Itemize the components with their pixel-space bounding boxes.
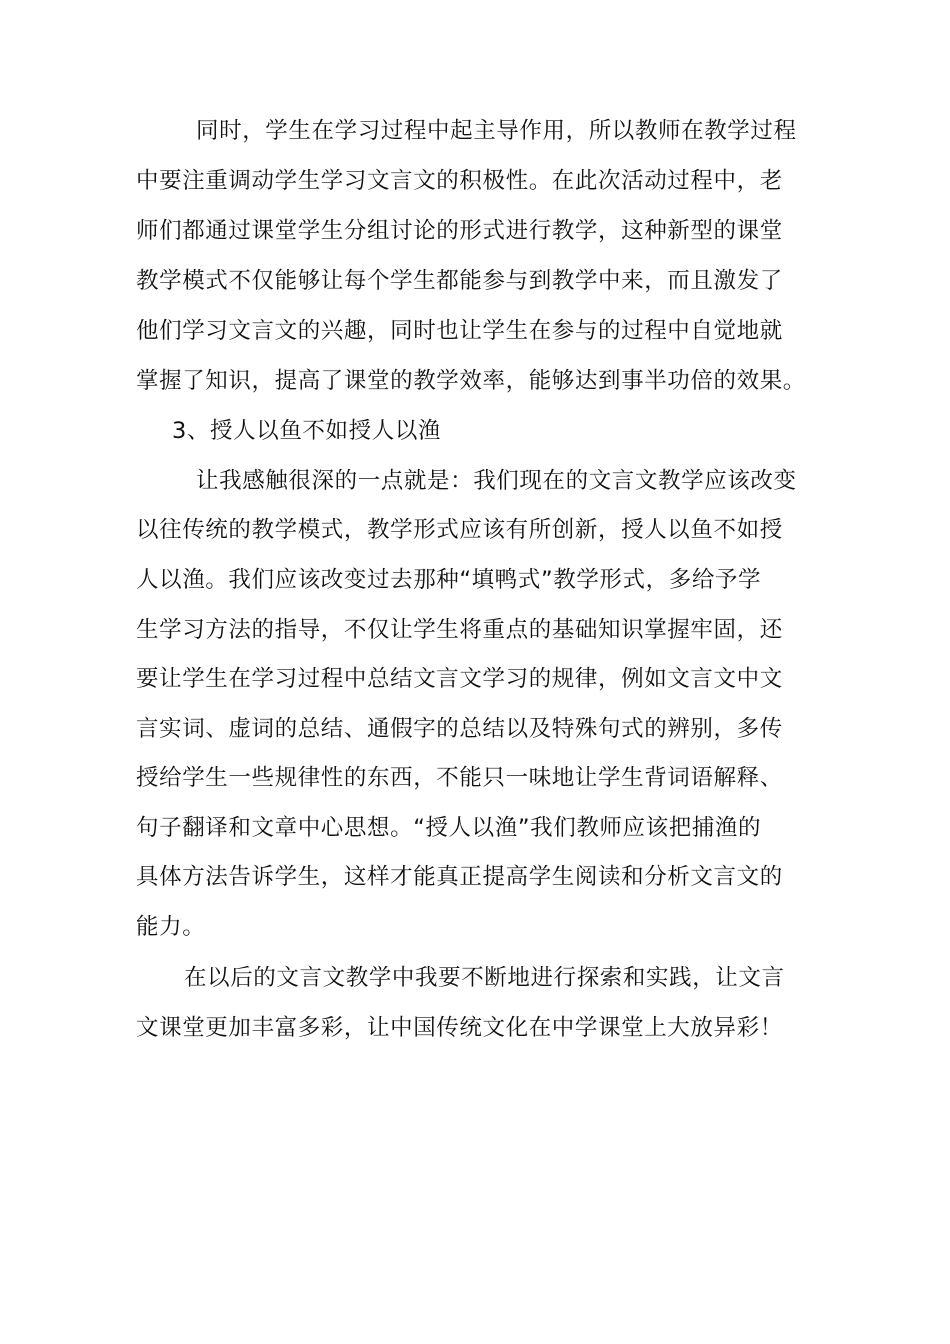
section-heading: 3、授人以鱼不如授人以渔 — [172, 418, 442, 444]
paragraph-line: 人以渔。我们应该改变过去那种“填鸭式”教学形式，多给予学 — [136, 567, 762, 593]
paragraph-line: 他们学习文言文的兴趣，同时也让学生在参与的过程中自觉地就 — [136, 318, 783, 344]
paragraph-line: 掌握了知识，提高了课堂的教学效率，能够达到事半功倍的效果。 — [136, 368, 806, 394]
paragraph-line: 能力。 — [136, 914, 206, 940]
paragraph-line: 在以后的文言文教学中我要不断地进行探索和实践，让文言 — [184, 965, 785, 991]
paragraph-line: 中要注重调动学生学习文言文的积极性。在此次活动过程中，老 — [136, 168, 783, 194]
paragraph-line: 让我感触很深的一点就是：我们现在的文言文教学应该改变 — [196, 468, 797, 494]
paragraph-line: 师们都通过课堂学生分组讨论的形式进行教学，这种新型的课堂 — [136, 218, 783, 244]
paragraph-line: 以往传统的教学模式，教学形式应该有所创新，授人以鱼不如授 — [136, 517, 783, 543]
paragraph-line: 要让学生在学习过程中总结文言文学习的规律，例如文言文中文 — [136, 666, 783, 692]
paragraph-line: 句子翻译和文章中心思想。“授人以渔”我们教师应该把捕渔的 — [136, 815, 762, 841]
paragraph-line: 具体方法告诉学生，这样才能真正提高学生阅读和分析文言文的 — [136, 864, 783, 890]
paragraph-line: 教学模式不仅能够让每个学生都能参与到教学中来，而且激发了 — [136, 268, 783, 294]
paragraph-line: 文课堂更加丰富多彩，让中国传统文化在中学课堂上大放异彩！ — [136, 1015, 783, 1041]
paragraph-line: 言实词、虚词的总结、通假字的总结以及特殊句式的辨别，多传 — [136, 716, 783, 742]
paragraph-line: 生学习方法的指导，不仅让学生将重点的基础知识掌握牢固，还 — [136, 617, 783, 643]
paragraph-line: 授给学生一些规律性的东西，不能只一味地让学生背词语解释、 — [136, 765, 783, 791]
paragraph-line: 同时，学生在学习过程中起主导作用，所以教师在教学过程 — [196, 118, 797, 144]
